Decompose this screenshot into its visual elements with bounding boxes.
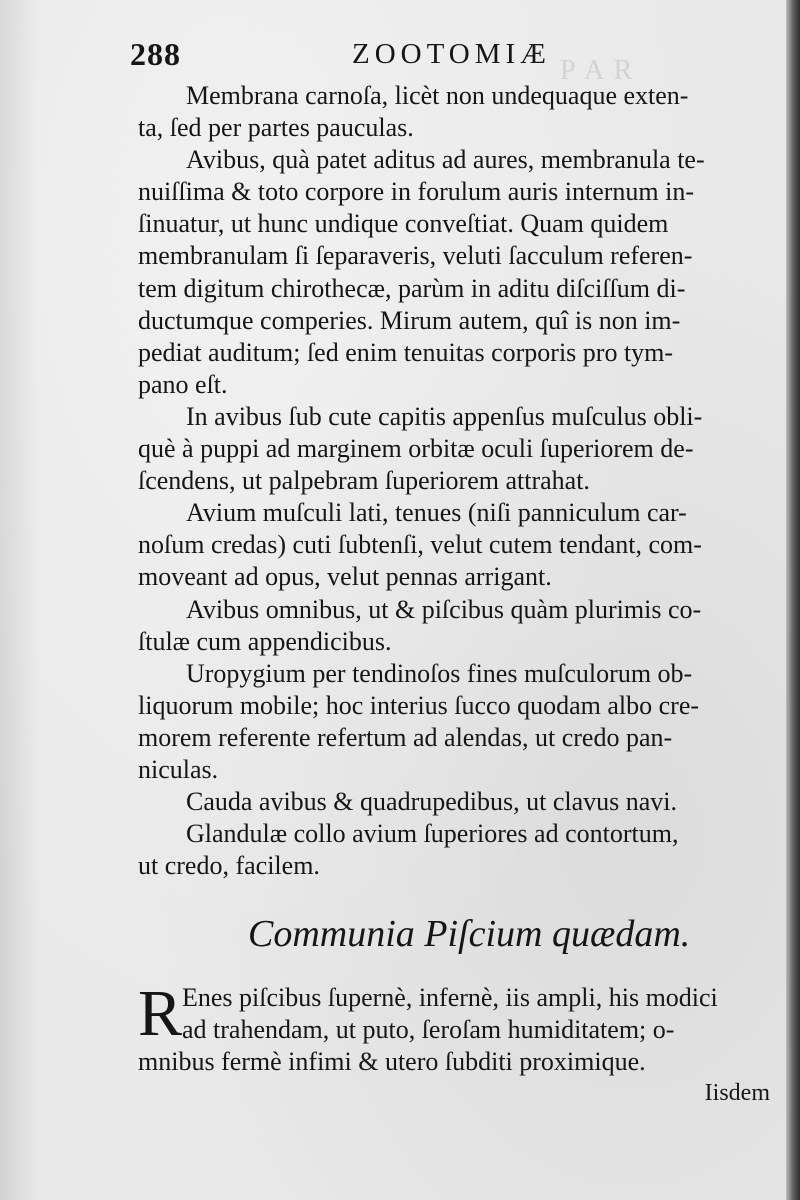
text-line: nuiſſima & toto corpore in forulum auris internum in- (138, 177, 695, 207)
catchword: Iisdem (704, 1080, 770, 1106)
text-line: Enes piſcibus ſupernè, infernè, iis ampli, his modici (182, 983, 718, 1012)
text-line: Glandulæ collo avium ſuperiores ad contortum, (186, 819, 679, 849)
text-line: tem digitum chirothecæ, parùm in aditu diſciſſum di- (138, 273, 686, 303)
text-line: morem referente refertum ad alendas, ut credo pan- (138, 722, 673, 752)
text-line: In avibus ſub cute capitis appenſus muſculus obli- (186, 401, 703, 431)
text-line: ſcendens, ut palpebram ſuperiorem attrahat. (138, 466, 590, 496)
text-line: ductumque comperies. Mirum autem, quî is non im- (138, 305, 681, 335)
text-line: Uropygium per tendinoſos fines muſculorum ob- (186, 658, 693, 688)
section-title: Communia Piſcium quædam. (248, 913, 691, 955)
text-line: ta, ſed per partes pauculas. (138, 113, 414, 143)
text-line: membranulam ſi ſeparaveris, veluti ſacculum referen- (138, 241, 693, 271)
page-number: 288 (130, 36, 181, 72)
text-line: liquorum mobile; hoc interius ſucco quodam albo cre- (138, 690, 700, 720)
text-line: moveant ad opus, velut pennas arrigant. (138, 562, 552, 592)
text-line: Avibus omnibus, ut & piſcibus quàm plurimis co- (186, 594, 702, 624)
text-line: ſtulæ cum appendicibus. (138, 626, 392, 656)
text-line: ut credo, facilem. (138, 851, 320, 881)
text-line: Membrana carnoſa, licèt non undequaque exten- (186, 81, 689, 110)
text-line: què à puppi ad marginem orbitæ oculi ſuperiorem de- (138, 434, 694, 464)
text-line: Avium muſculi lati, tenues (niſi panniculum car- (186, 498, 687, 528)
text-line: pediat auditum; ſed enim tenuitas corporis pro tym- (138, 337, 674, 367)
running-head: ZOOTOMIÆ (352, 38, 551, 70)
page-edge-shadow (786, 0, 800, 1200)
text-line: Avibus, quà patet aditus ad aures, membranula te- (186, 145, 705, 175)
text-line: ſinuatur, ut hunc undique conveſtiat. Quam quidem (138, 209, 669, 239)
body-text (138, 80, 778, 882)
text-line: pano eſt. (138, 369, 228, 399)
text-line: ad trahendam, ut puto, ſeroſam humiditatem; o- (182, 1015, 675, 1045)
show-through-text: P A R (560, 55, 635, 86)
text-line: mnibus fermè infimi & utero ſubditi proximique. (138, 1047, 646, 1077)
drop-cap: R (138, 977, 183, 1050)
page-header (130, 36, 770, 76)
text-line: Cauda avibus & quadrupedibus, ut clavus navi. (186, 787, 678, 817)
text-line: noſum credas) cuti ſubtenſi, velut cutem tendant, com- (138, 530, 702, 560)
section-text (138, 977, 778, 1078)
text-line: niculas. (138, 754, 219, 784)
